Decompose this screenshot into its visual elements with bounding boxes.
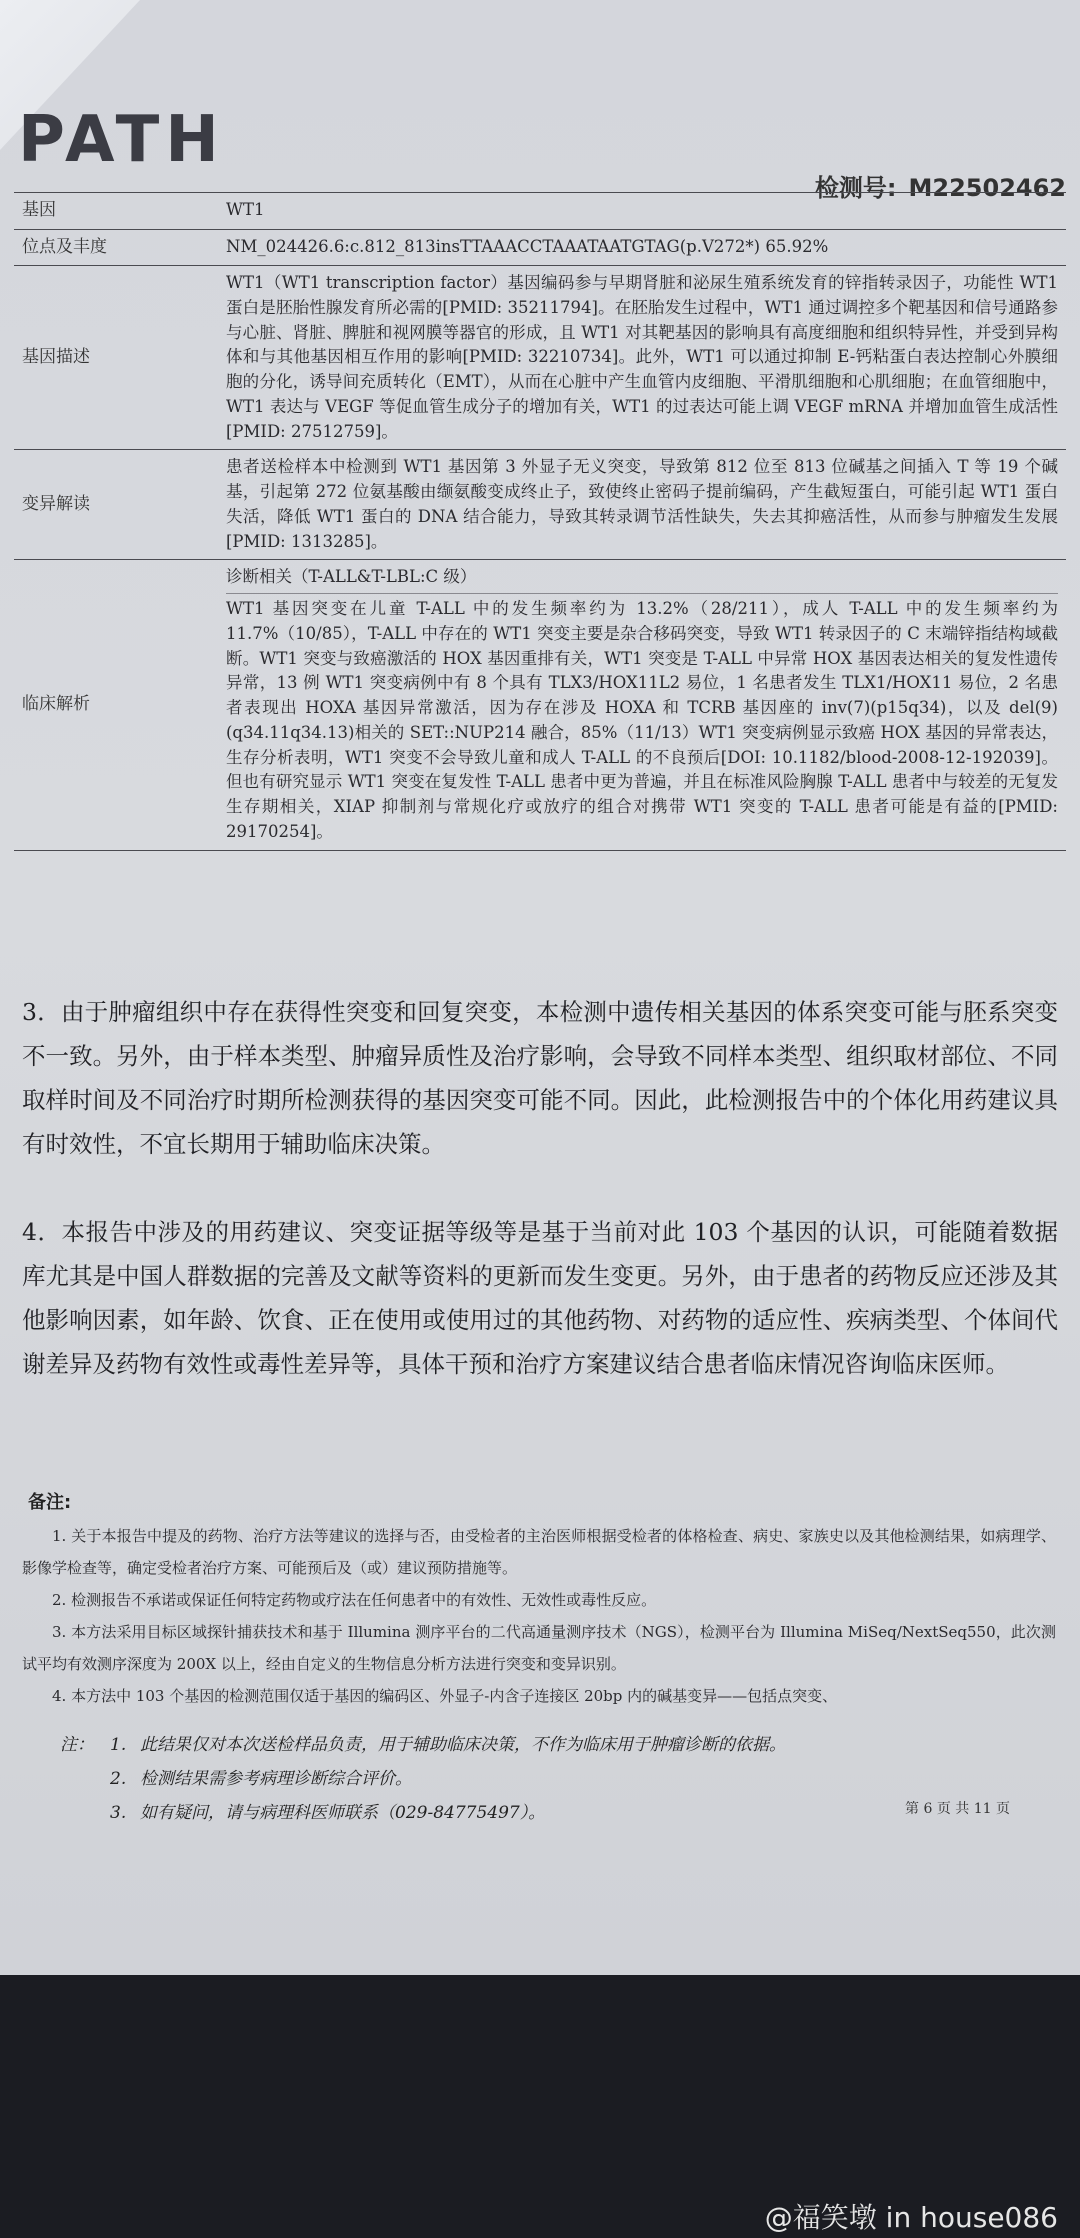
clinical-cell (218, 560, 1066, 850)
table-row (14, 229, 1066, 266)
gene-label: 基因 (14, 193, 218, 230)
table-row (14, 266, 1066, 450)
table-row (14, 193, 1066, 230)
interp-value: 患者送检样本中检测到 WT1 基因第 3 外显子无义突变，导致第 812 位至 813 位碱基之间插入 T 等 19 个碱基，引起第 272 位氨基酸由缬氨酸变成终止子，致使终止密码子提前编码，产生截短蛋白，可能引起 WT1 蛋白失活，降低 WT1 蛋白的 DNA 结合能力，导致其转录调节活性缺失，失去其抑癌活性，从而参与肿瘤发生发展[PMID: 1313285]。 (218, 450, 1066, 560)
desc-label: 基因描述 (14, 266, 218, 450)
interp-label: 变异解读 (14, 450, 218, 560)
locus-value: NM_024426.6:c.812_813insTTAAACCTAAATAATGTAG(p.V272*) 65.92% (218, 229, 1066, 266)
notes-list (22, 1520, 1056, 1712)
table-row (14, 560, 1066, 850)
footer-prefix: 注： (60, 1735, 94, 1755)
footer-row: 2. 检测结果需参考病理诊断综合评价。 (60, 1762, 1020, 1796)
note-item: 3. 本方法采用目标区域探针捕获技术和基于 Illumina 测序平台的二代高通量测序技术（NGS），检测平台为 Illumina MiSeq/NextSeq550，此次测试平均有效测序深度为 200X 以上，经由自定义的生物信息分析方法进行突变和变异识别。 (22, 1623, 1056, 1673)
notes-title: 备注: (28, 1492, 72, 1513)
footer-item: 此结果仅对本次送检样品负责，用于辅助临床决策，不作为临床用于肿瘤诊断的依据。 (140, 1735, 786, 1755)
footer-row: 注： 1. 此结果仅对本次送检样品负责，用于辅助临床决策，不作为临床用于肿瘤诊断的依据。 (60, 1728, 1020, 1762)
footer-item: 如有疑问，请与病理科医师联系（029-84775497）。 (140, 1803, 546, 1823)
footer-item: 检测结果需参考病理诊断综合评价。 (140, 1769, 412, 1789)
gene-value: WT1 (218, 193, 1066, 230)
report-number-value: M22502462 (908, 174, 1066, 202)
page-number: 第 6 页 共 11 页 (905, 1801, 1010, 1817)
footer-row: 3. 如有疑问，请与病理科医师联系（029-84775497）。 (60, 1796, 1020, 1830)
paragraph-4: 4．本报告中涉及的用药建议、突变证据等级等是基于当前对此 103 个基因的认识，可能随着数据库尤其是中国人群数据的完善及文献等资料的更新而发生变更。另外，由于患者的药物反应还涉及其他影响因素，如年龄、饮食、正在使用或使用过的其他药物、对药物的适应性、疾病类型、个体间代谢差异及药物有效性或毒性差异等，具体干预和治疗方案建议结合患者临床情况咨询临床医师。 (22, 1218, 1058, 1378)
clinical-subheading: 诊断相关（T-ALL&T-LBL:C 级） (226, 565, 1058, 594)
paragraph-3: 3．由于肿瘤组织中存在获得性突变和回复突变，本检测中遗传相关基因的体系突变可能与胚系突变不一致。另外，由于样本类型、肿瘤异质性及治疗影响，会导致不同样本类型、组织取材部位、不同取样时间及不同治疗时期所检测获得的基因突变可能不同。因此，此检测报告中的个体化用药建议具有时效性，不宜长期用于辅助临床决策。 (22, 998, 1058, 1158)
note-item: 4. 本方法中 103 个基因的检测范围仅适于基因的编码区、外显子-内含子连接区 20bp 内的碱基变异——包括点突变、 (52, 1687, 838, 1705)
clinical-value: WT1 基因突变在儿童 T-ALL 中的发生频率约为 13.2%（28/211），成人 T-ALL 中的发生频率约为 11.7%（10/85），T-ALL 中存在的 WT1 突变主要是杂合移码突变，导致 WT1 转录因子的 C 末端锌指结构域截断。WT1 突变与致癌激活的 HOX 基因重排有关，WT1 突变是 T-ALL 中异常 HOX 基因表达相关的复发性遗传异常，13 例 WT1 突变病例中有 8 个具有 TLX3/HOX11L2 易位，1 名患者发生 TLX1/HOX11 易位，2 名患者表现出 HOXA 基因异常激活，因为存在涉及 HOXA 和 TCRB 基因座的 inv(7)(p15q34)，以及 del(9)(q34.11q34.13)相关的 SET::NUP214 融合，85%（11/13）WT1 突变病例显示致癌 HOX 基因的异常表达，生存分析表明，WT1 突变不会导致儿童和成人 T-ALL 的不良预后[DOI: 10.1182/blood-2008-12-192039]。但也有研究显示 WT1 突变在复发性 T-ALL 患者中更为普遍，并且在标准风险胸腺 T-ALL 患者中与较差的无复发生存期相关，XIAP 抑制剂与常规化疗或放疗的组合对携带 WT1 突变的 T-ALL 患者可能是有益的[PMID: 29170254]。 (226, 599, 1058, 841)
desc-value: WT1（WT1 transcription factor）基因编码参与早期肾脏和泌尿生殖系统发育的锌指转录因子，功能性 WT1 蛋白是胚胎性腺发育所必需的[PMID: 35211794]。在胚胎发生过程中，WT1 通过调控多个靶基因和信号通路参与心脏、肾脏、脾脏和视网膜等器官的形成，且 WT1 对其靶基因的影响具有高度细胞和组织特异性，并受到异构体和与其他基因相互作用的影响[PMID: 32210734]。此外，WT1 可以通过抑制 E-钙粘蛋白表达控制心外膜细胞的分化，诱导间充质转化（EMT），从而在心脏中产生血管内皮细胞、平滑肌细胞和心肌细胞；在血管细胞中，WT1 表达与 VEGF 等促血管生成分子的增加有关，WT1 的过表达可能上调 VEGF mRNA 并增加血管生成活性[PMID: 27512759]。 (218, 266, 1066, 450)
locus-label: 位点及丰度 (14, 229, 218, 266)
table-row (14, 450, 1066, 560)
note-item: 1. 关于本报告中提及的药物、治疗方法等建议的选择与否，由受检者的主治医师根据受检者的体格检查、病史、家族史以及其他检测结果，如病理学、影像学检查等，确定受检者治疗方案、可能预后及（或）建议预防措施等。 (22, 1527, 1056, 1577)
footer-notes (60, 1728, 1020, 1830)
clinical-label: 临床解析 (14, 560, 218, 850)
report-number-label: 检测号: (814, 174, 897, 202)
company-logo: PATH (18, 103, 225, 177)
gene-info-table (14, 192, 1066, 851)
note-item: 2. 检测报告不承诺或保证任何特定药物或疗法在任何患者中的有效性、无效性或毒性反应。 (52, 1591, 657, 1609)
watermark: @福笑墩 in house086 (764, 2201, 1058, 2234)
